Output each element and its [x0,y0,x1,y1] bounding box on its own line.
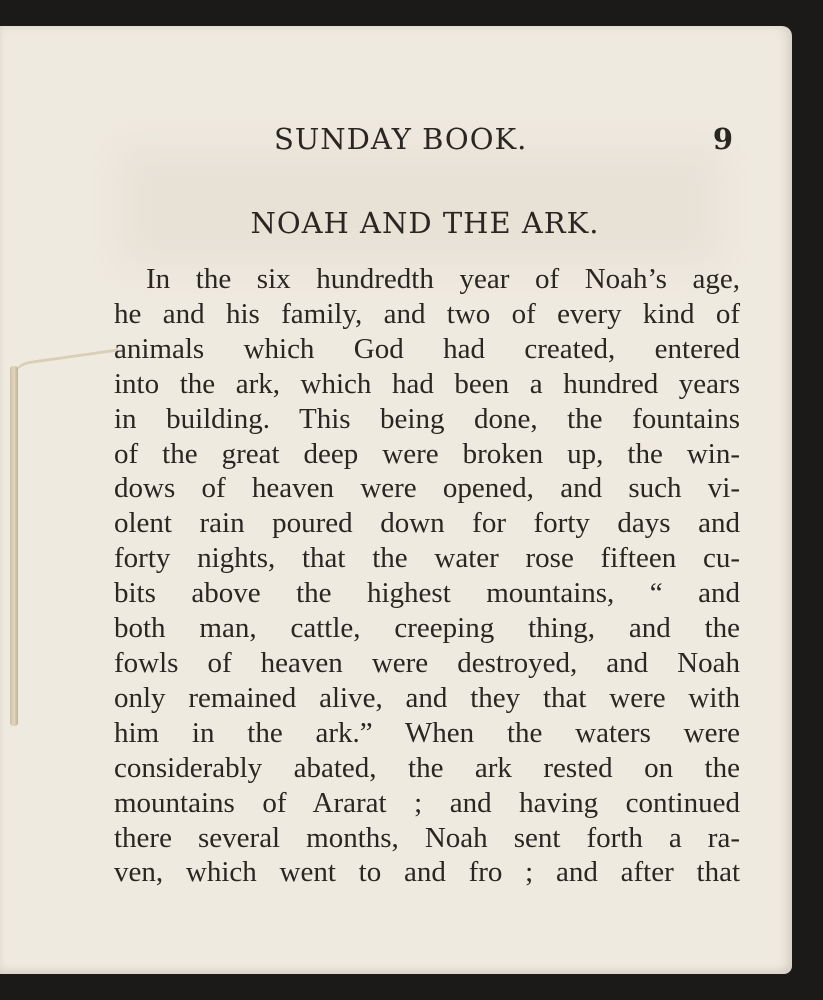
text-line: dows of heaven were opened, and such vi- [114,472,740,505]
running-head-title: SUNDAY BOOK. [274,122,528,156]
text-line: ven, which went to and fro ; and after that [114,856,740,889]
text-line: in building. This being done, the fountains [114,402,740,435]
text-line: fowls of heaven were destroyed, and Noah [114,646,740,679]
body-text [114,262,740,890]
text-line: both man, cattle, creeping thing, and the [114,612,740,645]
binding-thread [9,348,121,384]
text-line: In the six hundredth year of Noah’s age, [146,263,740,295]
text-line: him in the ark.” When the waters were [114,716,740,749]
text-line: mountains of Ararat ; and having continued [114,786,740,819]
binding-stitch [10,366,18,726]
text-line: there several months, Noah sent forth a ra- [114,821,740,854]
text-line: bits above the highest mountains, “ and [114,577,740,610]
text-line: he and his family, and two of every kind of [114,297,740,330]
chapter-title: NOAH AND THE ARK. [250,206,600,240]
book-page [0,26,792,974]
text-line: olent rain poured down for forty days and [114,507,740,540]
text-line: animals which God had created, entered [114,332,740,365]
text-line: only remained alive, and they that were with [114,681,740,714]
text-line: of the great deep were broken up, the win- [114,437,740,470]
page-number: 9 [712,122,734,156]
text-line: forty nights, that the water rose fifteen cu- [114,542,740,575]
text-line: into the ark, which had been a hundred years [114,367,740,400]
text-line: considerably abated, the ark rested on the [114,751,740,784]
